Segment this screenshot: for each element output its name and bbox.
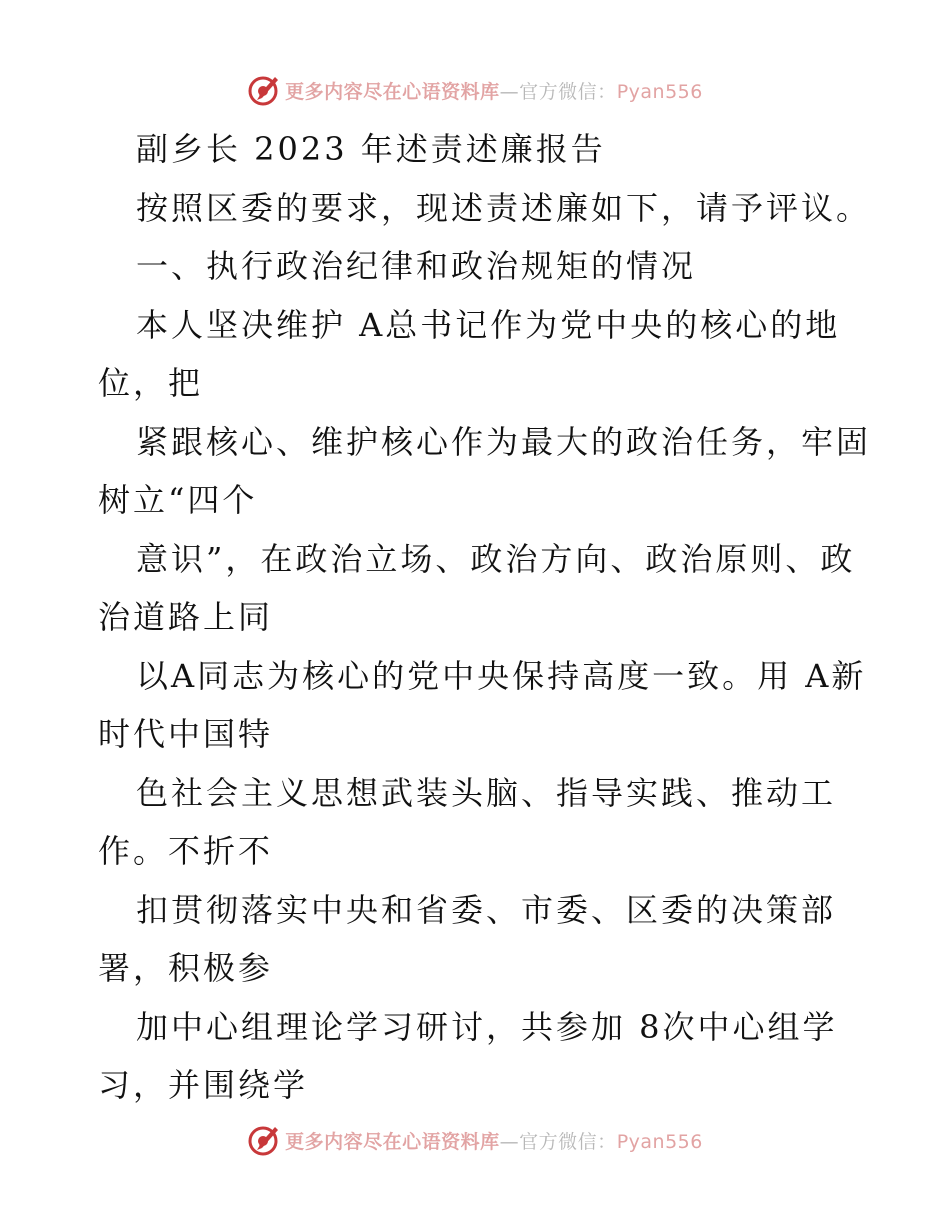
paragraph-line: 时代中国特 [98, 715, 274, 753]
paragraph-line: 习，并围绕学 [98, 1066, 309, 1104]
banner-text [285, 77, 703, 104]
paragraph-line: 加中心组理论学习研讨，共参加 8次中心组学 [136, 1007, 838, 1046]
paragraph-line: 紧跟核心、维护核心作为最大的政治任务，牢固 [136, 422, 872, 461]
paragraph-line: 以A同志为核心的党中央保持高度一致。用 A新 [136, 656, 867, 695]
section-heading: 一、执行政治纪律和政治规矩的情况 [136, 247, 697, 285]
document-title: 副乡长 2023 年述责述廉报告 [136, 130, 606, 168]
banner-official-label: 官方微信： [519, 80, 617, 103]
banner-dash: — [499, 80, 520, 103]
paragraph-line: 按照区委的要求，现述责述廉如下，请予评议。 [136, 188, 872, 227]
document-body [98, 120, 872, 1115]
paragraph-line: 位，把 [98, 364, 204, 402]
banner-dash: — [499, 1130, 520, 1153]
banner-wechat-id: Pyan556 [616, 1130, 703, 1153]
header-watermark-banner [0, 70, 950, 110]
banner-official-label: 官方微信： [519, 1130, 617, 1153]
paragraph-line: 署，积极参 [98, 949, 274, 987]
pen-logo-icon [247, 73, 281, 107]
paragraph-line: 意识”，在政治立场、政治方向、政治原则、政 [136, 539, 856, 578]
banner-wechat-id: Pyan556 [616, 80, 703, 103]
paragraph-line: 本人坚决维护 A总书记作为党中央的核心的地 [136, 305, 841, 344]
paragraph-line: 作。不折不 [98, 832, 274, 870]
banner-main-text: 更多内容尽在心语资料库 [285, 1130, 500, 1153]
banner-main-text: 更多内容尽在心语资料库 [285, 80, 500, 103]
paragraph-line: 治道路上同 [98, 598, 274, 636]
paragraph-line: 色社会主义思想武装头脑、指导实践、推动工 [136, 773, 837, 812]
pen-logo-icon [247, 1123, 281, 1157]
banner-text [285, 1127, 703, 1154]
paragraph-line: 树立“四个 [98, 481, 258, 519]
footer-watermark-banner [0, 1120, 950, 1160]
paragraph-line: 扣贯彻落实中央和省委、市委、区委的决策部 [136, 890, 837, 929]
